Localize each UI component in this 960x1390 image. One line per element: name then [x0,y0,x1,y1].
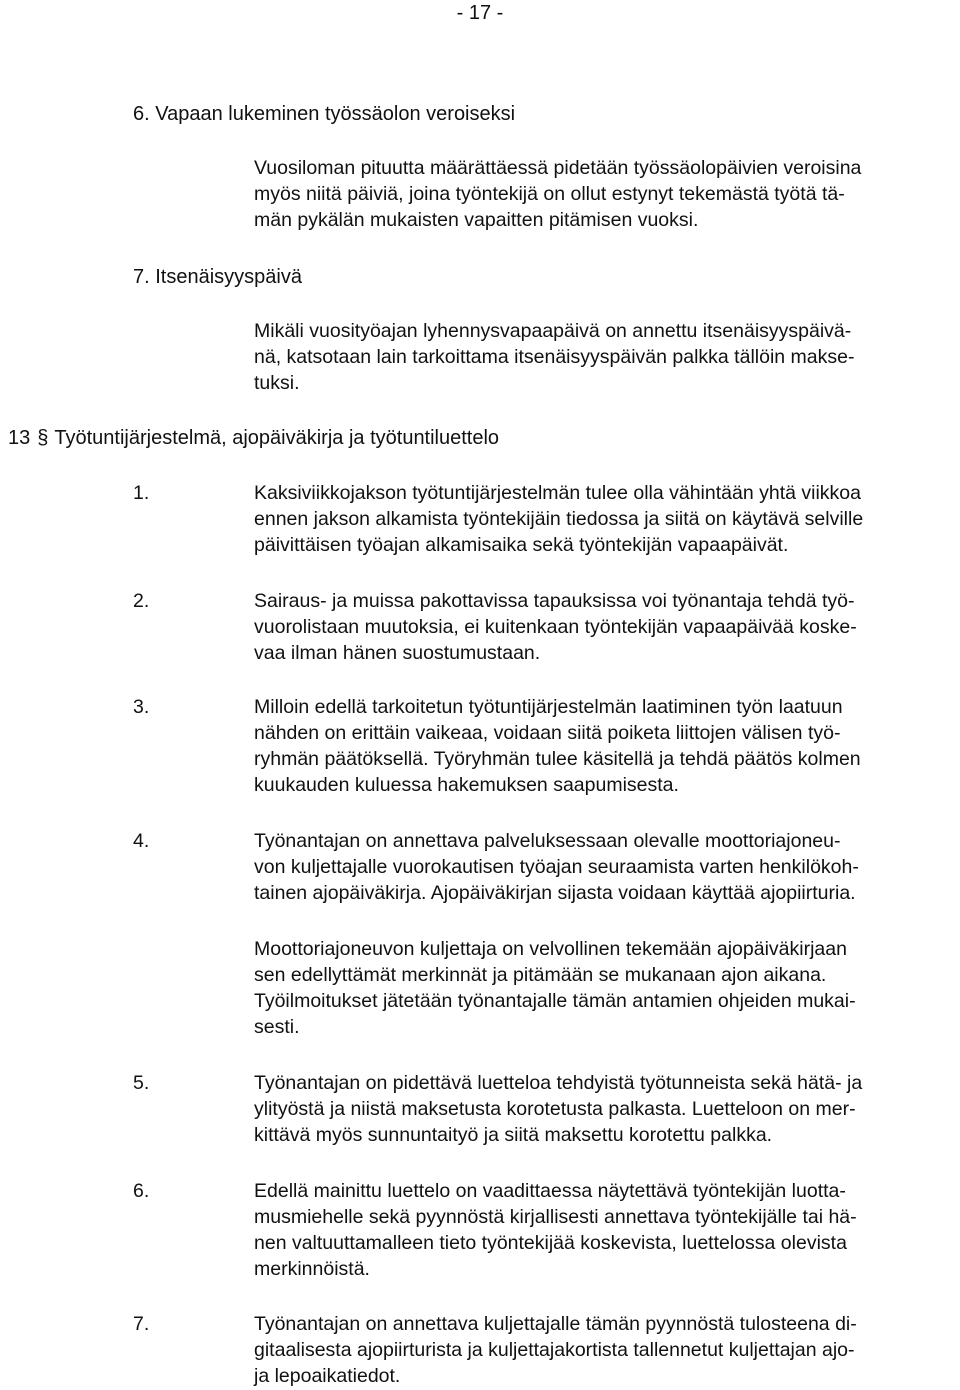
section-6-heading: 6. Vapaan lukeminen työssäolon veroiseksi [133,103,516,125]
item-5-text: Työnantajan on pidettävä luetteloa tehdyistä työtunneista sekä hätä- ja ylityöstä ja niistä maksetusta korotetusta palkasta. Luetteloon on mer- kittävä myös sunnuntaityö ja siitä maksettu korotettu palkka. [254,1072,863,1146]
item-4-text: Työnantajan on annettava palveluksessaan olevalle moottoriajoneu- von kuljettajalle vuorokautisen työajan seuraamista varten henkilökoh- tainen ajopäiväkirja. Ajopäiväkirjan sijasta voidaan käyttää ajopiirturia. [254,830,859,904]
paragraph-13-heading [8,425,499,451]
section-symbol: § [37,427,49,449]
item-1-number: 1. [133,482,150,504]
paragraph-number: 13 [8,427,31,449]
item-1-text: Kaksiviikkojakson työtuntijärjestelmän tulee olla vähintään yhtä viikkoa ennen jakson alkamista työntekijäin tiedossa ja siitä on käytävä selville päivittäisen työajan alkamisaika sekä työntekijän vapaapäivät. [254,482,864,556]
item-5-number: 5. [133,1072,150,1094]
paragraph-title: Työtuntijärjestelmä, ajopäiväkirja ja työtuntiluettelo [54,427,500,449]
item-6-text: Edellä mainittu luettelo on vaadittaessa näytettävä työntekijän luotta- musmiehelle sekä pyynnöstä kirjallisesti annettava työntekijälle tai hä- nen valtuuttamalleen tieto työntekijää koskevista, luettelossa olevista merkinnöistä. [254,1180,857,1280]
page-number: - 17 - [456,2,504,24]
item-2-text: Sairaus- ja muissa pakottavissa tapauksissa voi työnantaja tehdä työ- vuorolistaan muutoksia, ei kuitenkaan työntekijän vapaapäivää koske- vaa ilman hänen suostumustaan. [254,590,857,664]
section-7-heading: 7. Itsenäisyyspäivä [133,266,302,288]
item-7-number: 7. [133,1313,150,1335]
section-6-body: Vuosiloman pituutta määrättäessä pidetään työssäolopäivien veroisina myös niitä päiviä, joina työntekijä on ollut estynyt tekemästä työtä tä- män pykälän mukaisten vapaitten pitämisen vuoksi. [254,157,862,231]
item-3-number: 3. [133,696,150,718]
item-6-number: 6. [133,1180,150,1202]
section-7-body: Mikäli vuosityöajan lyhennysvapaapäivä on annettu itsenäisyyspäivä- nä, katsotaan lain tarkoittama itsenäisyyspäivän palkka tällöin makse- tuksi. [254,320,855,394]
item-4-number: 4. [133,830,150,852]
item-2-number: 2. [133,590,150,612]
item-7-text: Työnantajan on annettava kuljettajalle tämän pyynnöstä tulosteena di- gitaalisesta ajopiirturista ja kuljettajakortista tallennetut kuljettajan ajo- ja lepoaikatiedot. [254,1313,857,1387]
item-4-text-continued: Moottoriajoneuvon kuljettaja on velvollinen tekemään ajopäiväkirjaan sen edellyttämät merkinnät ja pitämään se mukanaan ajon aikana. Työilmoitukset jätetään työnantajalle tämän antamien ohjeiden mukai- sesti. [254,938,856,1038]
item-3-text: Milloin edellä tarkoitetun työtuntijärjestelmän laatiminen työn laatuun nähden on erittäin vaikeaa, voidaan siitä poiketa liittojen välisen työ- ryhmän päätöksellä. Työryhmän tulee käsitellä ja tehdä päätös kolmen kuukauden kuluessa hakemuksen saapumisesta. [254,696,861,796]
